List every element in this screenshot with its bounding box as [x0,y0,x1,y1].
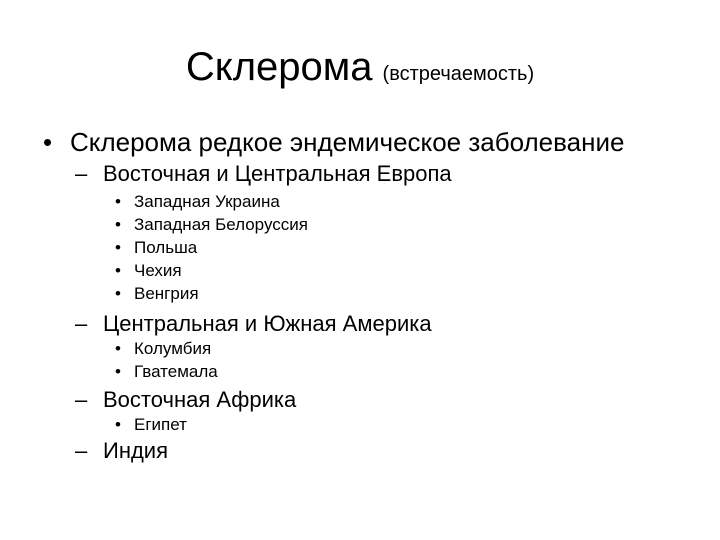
title-main: Склерома [185,45,373,89]
bullet-marker: • [115,261,121,280]
bullet-marker: • [115,339,121,358]
dash-marker: – [75,438,88,463]
list-item-text: Чехия [134,261,182,280]
list-item-text: Колумбия [134,339,212,358]
dash-marker: – [75,387,88,412]
bullet-marker: • [43,127,53,157]
bullet-marker: • [115,192,121,211]
dash-marker: – [75,161,88,186]
dash-marker: – [75,311,88,336]
sub-bullet-text: Восточная Африка [103,387,297,412]
sub-bullet-text: Индия [103,438,169,463]
bullet-marker: • [115,362,121,381]
sub-bullet-text: Восточная и Центральная Европа [103,161,452,186]
title-subtitle: (встречаемость) [382,63,535,85]
list-item-text: Западная Белоруссия [134,215,308,234]
list-item-text: Египет [134,415,187,434]
list-item-text: Польша [134,238,198,257]
list-item-text: Гватемала [134,362,218,381]
sub-bullet-text: Центральная и Южная Америка [103,311,432,336]
bullet-marker: • [115,238,121,257]
bullet-marker: • [115,415,121,434]
list-item-text: Западная Украина [134,192,280,211]
bullet-marker: • [115,215,121,234]
bullet-main-text: Склерома редкое эндемическое заболевание [70,127,625,157]
bullet-marker: • [115,284,121,303]
list-item-text: Венгрия [134,284,199,303]
